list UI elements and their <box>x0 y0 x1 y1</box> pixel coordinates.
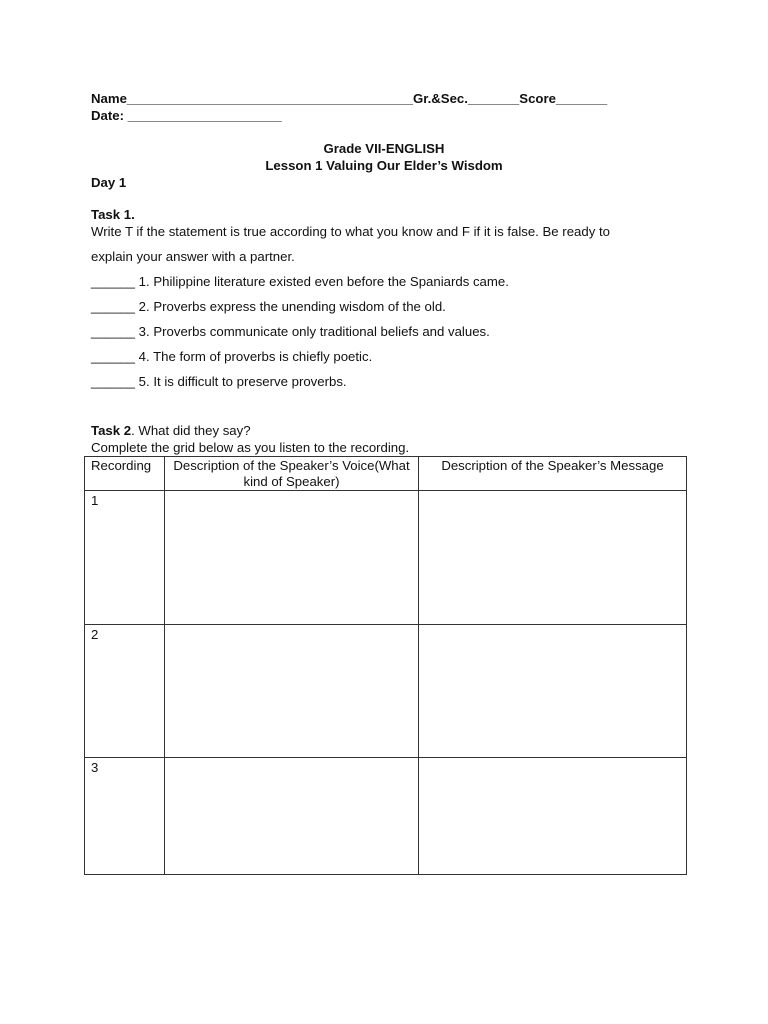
message-answer-cell[interactable] <box>419 758 687 875</box>
statement-4[interactable]: ______ 4. The form of proverbs is chiefly poetic. <box>91 349 373 364</box>
column-header-message: Description of the Speaker’s Message <box>419 457 687 491</box>
task1-instruction-line2: explain your answer with a partner. <box>91 249 295 264</box>
task2-heading-line <box>91 423 251 438</box>
task2-heading: Task 2 <box>91 423 132 438</box>
task1-heading: Task 1. <box>91 207 135 222</box>
table-row <box>85 625 687 758</box>
column-header-recording: Recording <box>85 457 165 491</box>
task2-heading-rest: . What did they say? <box>131 423 251 438</box>
task1-instruction-line1: Write T if the statement is true according to what you know and F if it is false. Be ready to <box>91 224 610 239</box>
voice-answer-cell[interactable] <box>165 758 419 875</box>
voice-answer-cell[interactable] <box>165 625 419 758</box>
column-header-voice: Description of the Speaker’s Voice(What kind of Speaker) <box>165 457 419 491</box>
message-answer-cell[interactable] <box>419 491 687 625</box>
table-row <box>85 758 687 875</box>
statement-5[interactable]: ______ 5. It is difficult to preserve proverbs. <box>91 374 347 389</box>
voice-answer-cell[interactable] <box>165 491 419 625</box>
recording-number-cell: 3 <box>85 758 165 875</box>
grade-title: Grade VII-ENGLISH <box>323 141 445 156</box>
table-row <box>85 491 687 625</box>
name-grade-score-line[interactable]: Name_______________________________________Gr.&Sec._______Score_______ <box>91 91 608 106</box>
day-label: Day 1 <box>91 175 127 190</box>
statement-1[interactable]: ______ 1. Philippine literature existed even before the Spaniards came. <box>91 274 509 289</box>
lesson-title: Lesson 1 Valuing Our Elder’s Wisdom <box>265 158 503 173</box>
recording-grid <box>84 456 687 875</box>
statement-2[interactable]: ______ 2. Proverbs express the unending wisdom of the old. <box>91 299 446 314</box>
recording-number-cell: 2 <box>85 625 165 758</box>
date-line[interactable]: Date: _____________________ <box>91 108 282 123</box>
message-answer-cell[interactable] <box>419 625 687 758</box>
statement-3[interactable]: ______ 3. Proverbs communicate only traditional beliefs and values. <box>91 324 490 339</box>
task2-instruction: Complete the grid below as you listen to the recording. <box>91 440 410 455</box>
grid-header-row <box>85 457 687 491</box>
recording-number-cell: 1 <box>85 491 165 625</box>
